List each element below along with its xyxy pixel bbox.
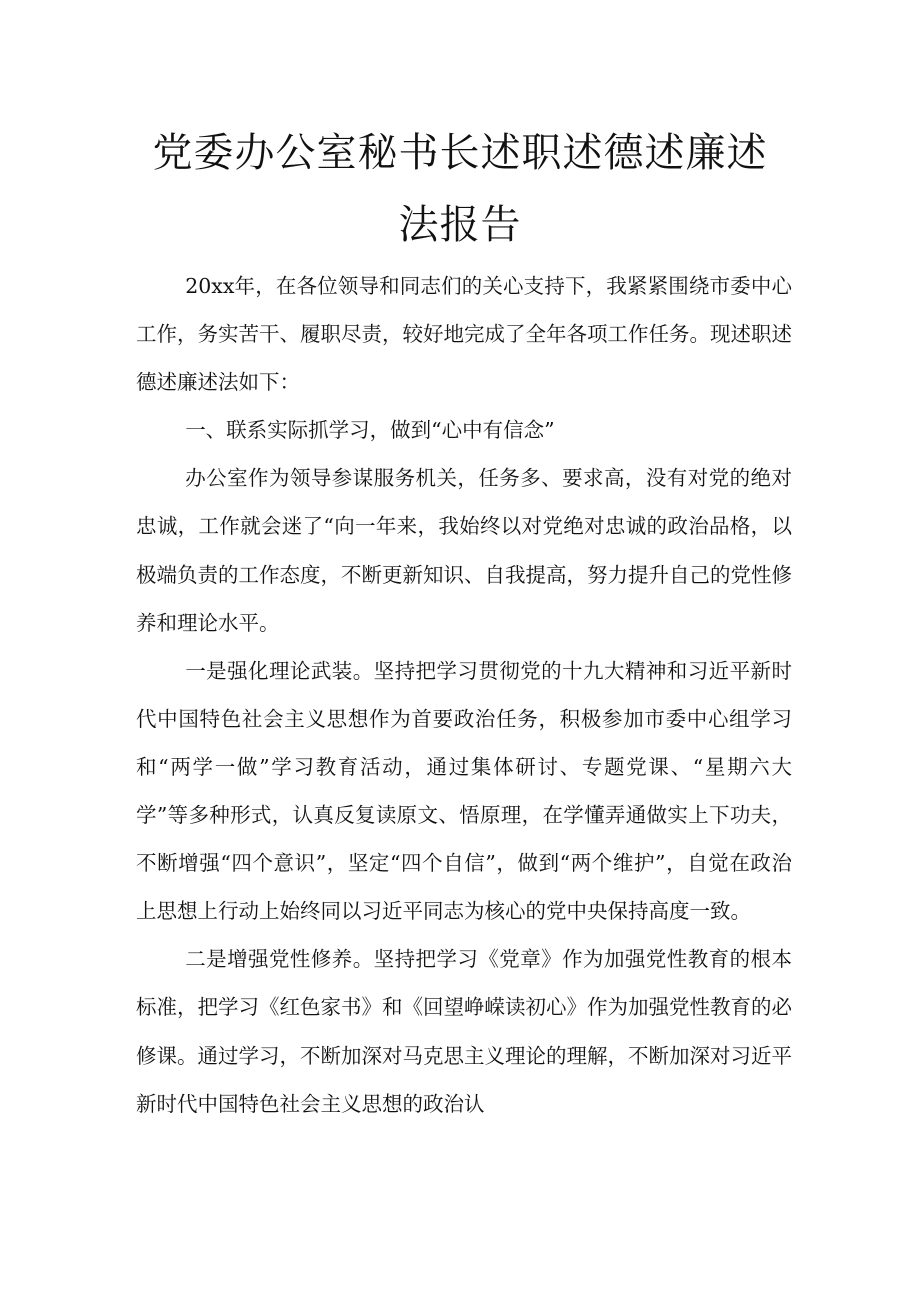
document-title-line-1: 党委办公室秘书长述职述德述廉述 <box>152 130 768 176</box>
paragraph-party-spirit: 二是增强党性修养。坚持把学习《党章》作为加强党性教育的根本标准，把学习《红色家书》和《回望峥嵘读初心》作为加强党性教育的必修课。通过学习，不断加深对马克思主义理论的理解，不断加深对习近平新时代中国特色社会主义思想的政治认 <box>136 947 792 1116</box>
paragraph-intro: 20xx年，在各位领导和同志们的关心支持下，我紧紧围绕市委中心工作，务实苦干、履职尽责，较好地完成了全年各项工作任务。现述职述德述廉述法如下： <box>136 274 792 395</box>
paragraph-section-1-intro: 办公室作为领导参谋服务机关，任务多、要求高，没有对党的绝对忠诚，工作就会迷了“向一年来，我始终以对党绝对忠诚的政治品格，以极端负责的工作态度，不断更新知识、自我提高，努力提升自己的党性修养和理论水平。 <box>136 466 792 635</box>
document-body <box>136 262 792 1128</box>
document-title-line-2: 法报告 <box>398 202 522 248</box>
section-heading-1: 一、联系实际抓学习，做到“心中有信念” <box>185 418 555 443</box>
paragraph-theory-study: 一是强化理论武装。坚持把学习贯彻党的十九大精神和习近平新时代中国特色社会主义思想作为首要政治任务，积极参加市委中心组学习和“两学一做”学习教育活动，通过集体研讨、专题党课、“星期六大学”等多种形式，认真反复读原文、悟原理，在学懂弄通做实上下功夫，不断增强“四个意识”，坚定“四个自信”，做到“两个维护”，自觉在政治上思想上行动上始终同以习近平同志为核心的党中央保持高度一致。 <box>136 658 792 924</box>
